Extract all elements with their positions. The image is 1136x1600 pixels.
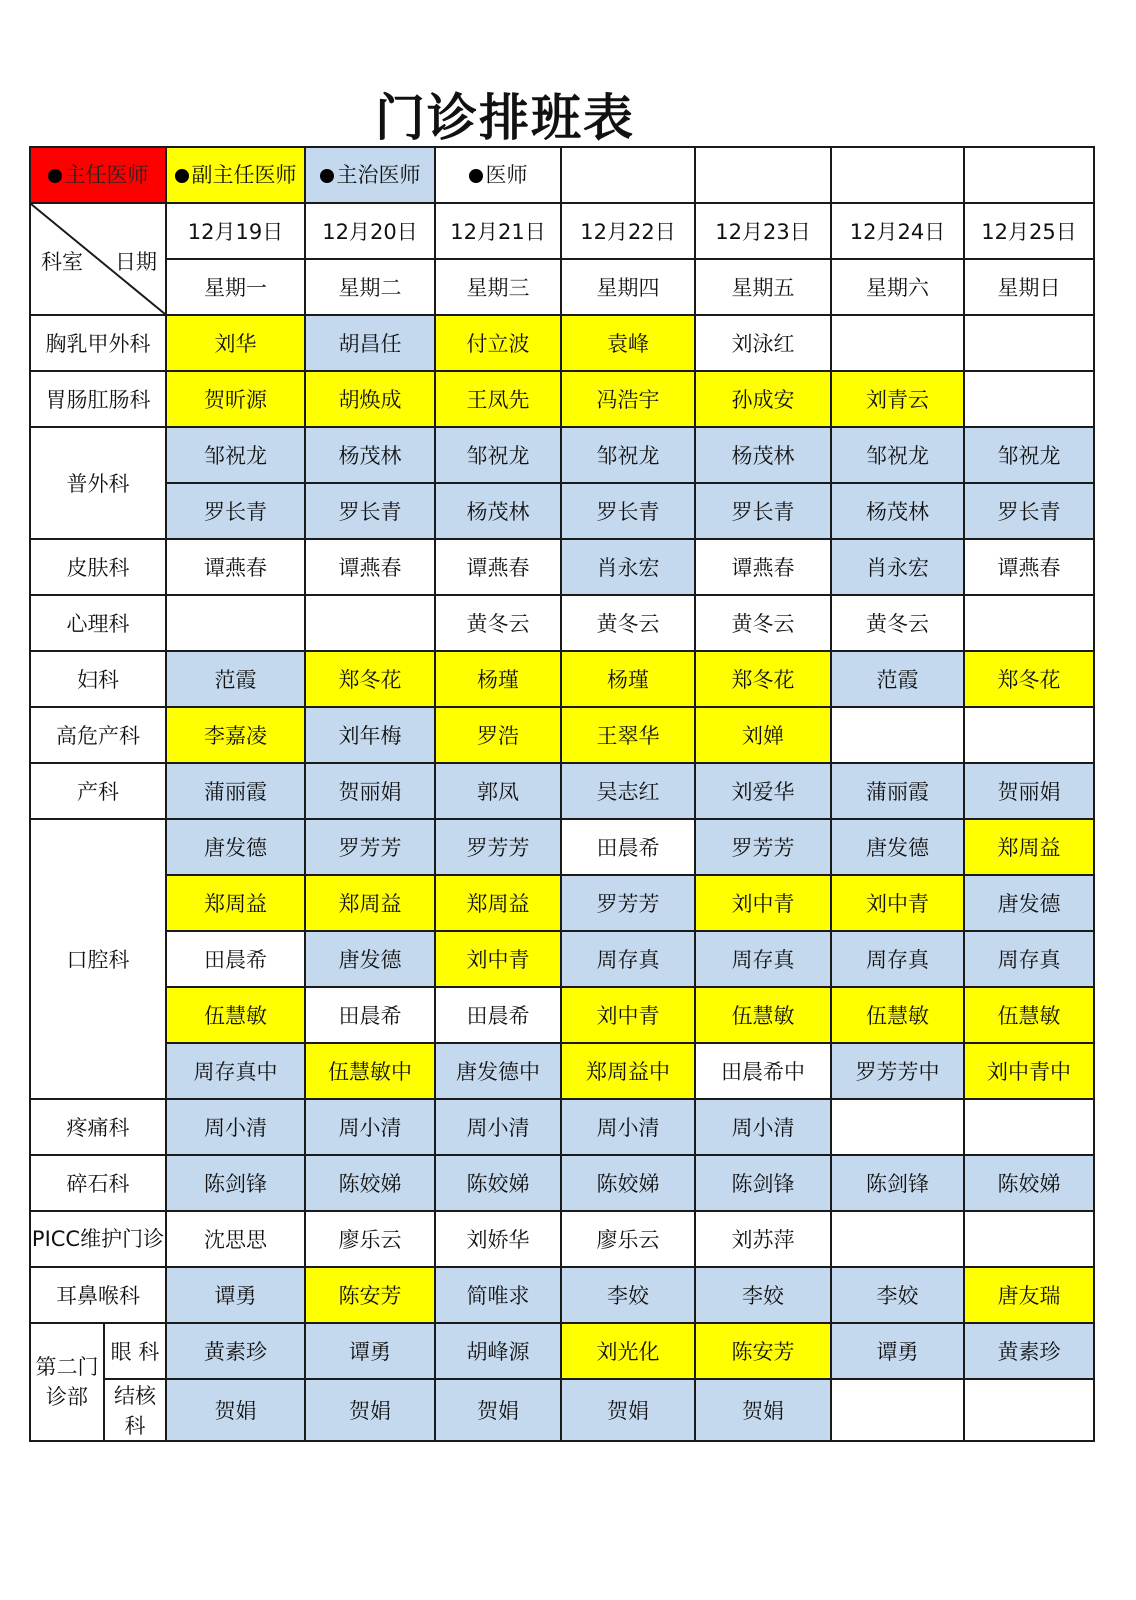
doctor-cell: 刘苏萍 [695, 1211, 831, 1267]
doctor-cell: 蒲丽霞 [831, 763, 964, 819]
table-row [30, 1099, 1094, 1155]
table-row [30, 987, 1094, 1043]
table-row [30, 763, 1094, 819]
dept-cell: 耳鼻喉科 [30, 1267, 166, 1323]
doctor-cell [964, 595, 1094, 651]
weekday-cell: 星期六 [831, 259, 964, 315]
doctor-cell: 罗芳芳中 [831, 1043, 964, 1099]
doctor-cell: 唐发德 [166, 819, 305, 875]
doctor-cell: 刘中青 [561, 987, 695, 1043]
doctor-cell: 肖永宏 [831, 539, 964, 595]
date-cell: 12月22日 [561, 203, 695, 259]
dept-cell: 普外科 [30, 427, 166, 539]
date-cell: 12月20日 [305, 203, 435, 259]
table-row [30, 427, 1094, 483]
doctor-cell: 李嘉凌 [166, 707, 305, 763]
legend-deputy [166, 147, 305, 203]
doctor-cell: 郑周益 [305, 875, 435, 931]
doctor-cell: 刘青云 [831, 371, 964, 427]
table-row [30, 1155, 1094, 1211]
doctor-cell: 田晨希中 [695, 1043, 831, 1099]
doctor-cell: 周小清 [166, 1099, 305, 1155]
weekday-cell: 星期五 [695, 259, 831, 315]
dept-cell: 高危产科 [30, 707, 166, 763]
table-row [30, 875, 1094, 931]
doctor-cell: 周小清 [561, 1099, 695, 1155]
header-corner-cell [30, 203, 166, 315]
doctor-cell: 贺娟 [305, 1379, 435, 1441]
doctor-cell: 谭燕春 [964, 539, 1094, 595]
doctor-cell: 田晨希 [435, 987, 561, 1043]
table-row [30, 539, 1094, 595]
weekday-cell: 星期四 [561, 259, 695, 315]
doctor-cell: 唐友瑞 [964, 1267, 1094, 1323]
date-cell: 12月25日 [964, 203, 1094, 259]
doctor-cell: 王翠华 [561, 707, 695, 763]
doctor-cell: 郑冬花 [305, 651, 435, 707]
doctor-cell: 刘光化 [561, 1323, 695, 1379]
doctor-cell [831, 1099, 964, 1155]
legend-deputy-label: 副主任医师 [191, 163, 297, 187]
weekday-cell: 星期日 [964, 259, 1094, 315]
doctor-cell: 唐发德 [831, 819, 964, 875]
table-row [30, 1267, 1094, 1323]
doctor-cell: 谭燕春 [166, 539, 305, 595]
doctor-cell: 郑周益 [435, 875, 561, 931]
dept-cell: 口腔科 [30, 819, 166, 1099]
doctor-cell: 伍慧敏中 [305, 1043, 435, 1099]
doctor-cell: 陈安芳 [305, 1267, 435, 1323]
doctor-cell: 唐发德中 [435, 1043, 561, 1099]
doctor-cell [831, 315, 964, 371]
doctor-cell: 杨瑾 [435, 651, 561, 707]
doctor-cell: 陈安芳 [695, 1323, 831, 1379]
doctor-cell: 肖永宏 [561, 539, 695, 595]
doctor-cell: 谭燕春 [695, 539, 831, 595]
group-cell: 第二门诊部 [30, 1323, 104, 1441]
table-row [30, 931, 1094, 987]
doctor-cell: 周小清 [305, 1099, 435, 1155]
dept-cell: 眼 科 [104, 1323, 166, 1379]
doctor-cell: 刘泳红 [695, 315, 831, 371]
doctor-cell: 胡峰源 [435, 1323, 561, 1379]
doctor-cell: 沈思思 [166, 1211, 305, 1267]
doctor-cell [964, 1099, 1094, 1155]
doctor-cell: 李姣 [561, 1267, 695, 1323]
date-cell: 12月23日 [695, 203, 831, 259]
doctor-cell: 周小清 [695, 1099, 831, 1155]
dept-cell: 产科 [30, 763, 166, 819]
weekday-cell: 星期三 [435, 259, 561, 315]
legend-empty [561, 147, 695, 203]
doctor-cell: 贺娟 [166, 1379, 305, 1441]
doctor-cell: 田晨希 [166, 931, 305, 987]
doctor-cell: 黄冬云 [561, 595, 695, 651]
doctor-cell: 李姣 [695, 1267, 831, 1323]
weekday-cell: 星期二 [305, 259, 435, 315]
doctor-cell: 刘中青中 [964, 1043, 1094, 1099]
doctor-cell: 李姣 [831, 1267, 964, 1323]
doctor-cell: 郑冬花 [964, 651, 1094, 707]
doctor-cell: 范霞 [166, 651, 305, 707]
date-cell: 12月24日 [831, 203, 964, 259]
table-row [30, 1043, 1094, 1099]
doctor-cell [166, 595, 305, 651]
header-dates-row [30, 203, 1094, 259]
doctor-cell [831, 1211, 964, 1267]
doctor-cell: 杨茂林 [831, 483, 964, 539]
doctor-cell: 杨茂林 [695, 427, 831, 483]
doctor-cell: 贺丽娟 [964, 763, 1094, 819]
doctor-cell: 罗芳芳 [695, 819, 831, 875]
doctor-cell: 谭勇 [166, 1267, 305, 1323]
schedule-table [29, 146, 1095, 1442]
table-row [30, 1323, 1094, 1379]
doctor-cell: 王凤先 [435, 371, 561, 427]
doctor-cell: 田晨希 [561, 819, 695, 875]
table-row [30, 371, 1094, 427]
doctor-cell: 周存真中 [166, 1043, 305, 1099]
doctor-cell: 蒲丽霞 [166, 763, 305, 819]
doctor-cell: 邹祝龙 [435, 427, 561, 483]
legend-empty [695, 147, 831, 203]
doctor-cell: 邹祝龙 [166, 427, 305, 483]
doctor-cell: 黄冬云 [435, 595, 561, 651]
doctor-cell: 胡焕成 [305, 371, 435, 427]
doctor-cell: 周存真 [964, 931, 1094, 987]
doctor-cell: 谭勇 [831, 1323, 964, 1379]
doctor-cell: 郑冬花 [695, 651, 831, 707]
doctor-cell: 贺娟 [561, 1379, 695, 1441]
doctor-cell: 罗浩 [435, 707, 561, 763]
doctor-cell: 谭燕春 [435, 539, 561, 595]
doctor-cell: 罗长青 [964, 483, 1094, 539]
doctor-cell: 伍慧敏 [695, 987, 831, 1043]
doctor-cell: 唐发德 [964, 875, 1094, 931]
doctor-cell: 唐发德 [305, 931, 435, 987]
legend-empty [964, 147, 1094, 203]
doctor-cell [964, 315, 1094, 371]
doctor-cell: 黄冬云 [695, 595, 831, 651]
header-date-label: 日期 [115, 250, 157, 274]
doctor-cell: 黄素珍 [166, 1323, 305, 1379]
doctor-cell: 廖乐云 [561, 1211, 695, 1267]
doctor-cell: 罗长青 [561, 483, 695, 539]
doctor-cell: 邹祝龙 [964, 427, 1094, 483]
doctor-cell: 付立波 [435, 315, 561, 371]
doctor-cell: 刘中青 [435, 931, 561, 987]
legend-empty [831, 147, 964, 203]
bullet-icon [469, 169, 483, 183]
doctor-cell: 罗长青 [305, 483, 435, 539]
table-row [30, 1211, 1094, 1267]
doctor-cell: 贺娟 [695, 1379, 831, 1441]
date-cell: 12月19日 [166, 203, 305, 259]
legend-physician-label: 医师 [485, 163, 528, 187]
weekday-cell: 星期一 [166, 259, 305, 315]
dept-cell: 心理科 [30, 595, 166, 651]
doctor-cell: 刘婵 [695, 707, 831, 763]
doctor-cell: 刘中青 [695, 875, 831, 931]
doctor-cell: 周存真 [561, 931, 695, 987]
page-title: 门诊排班表 [375, 88, 635, 147]
table-row [30, 483, 1094, 539]
doctor-cell: 田晨希 [305, 987, 435, 1043]
doctor-cell: 刘年梅 [305, 707, 435, 763]
bullet-icon [175, 169, 189, 183]
bullet-icon [320, 169, 334, 183]
date-cell: 12月21日 [435, 203, 561, 259]
doctor-cell: 黄冬云 [831, 595, 964, 651]
doctor-cell: 邹祝龙 [561, 427, 695, 483]
doctor-cell: 罗芳芳 [435, 819, 561, 875]
header-weekdays-row [30, 259, 1094, 315]
doctor-cell: 陈剑锋 [166, 1155, 305, 1211]
dept-cell: 疼痛科 [30, 1099, 166, 1155]
bullet-icon [48, 169, 62, 183]
doctor-cell: 邹祝龙 [831, 427, 964, 483]
doctor-cell: 冯浩宇 [561, 371, 695, 427]
doctor-cell: 郑周益中 [561, 1043, 695, 1099]
doctor-cell: 郑周益 [166, 875, 305, 931]
dept-cell: 碎石科 [30, 1155, 166, 1211]
doctor-cell [964, 707, 1094, 763]
doctor-cell [964, 1211, 1094, 1267]
doctor-cell [831, 707, 964, 763]
dept-cell: PICC维护门诊 [30, 1211, 166, 1267]
doctor-cell: 罗芳芳 [561, 875, 695, 931]
doctor-cell: 伍慧敏 [166, 987, 305, 1043]
doctor-cell: 刘娇华 [435, 1211, 561, 1267]
doctor-cell [305, 595, 435, 651]
doctor-cell: 杨茂林 [435, 483, 561, 539]
doctor-cell: 贺丽娟 [305, 763, 435, 819]
dept-cell: 皮肤科 [30, 539, 166, 595]
doctor-cell: 谭勇 [305, 1323, 435, 1379]
doctor-cell [964, 1379, 1094, 1441]
table-row [30, 707, 1094, 763]
dept-cell: 结核科 [104, 1379, 166, 1441]
legend-row [30, 147, 1094, 203]
doctor-cell: 陈姣娣 [964, 1155, 1094, 1211]
dept-cell: 妇科 [30, 651, 166, 707]
doctor-cell: 黄素珍 [964, 1323, 1094, 1379]
table-row [30, 1379, 1094, 1441]
doctor-cell: 伍慧敏 [831, 987, 964, 1043]
doctor-cell: 袁峰 [561, 315, 695, 371]
doctor-cell: 吴志红 [561, 763, 695, 819]
table-row [30, 819, 1094, 875]
doctor-cell: 刘爱华 [695, 763, 831, 819]
doctor-cell: 周小清 [435, 1099, 561, 1155]
doctor-cell: 陈姣娣 [435, 1155, 561, 1211]
doctor-cell: 刘中青 [831, 875, 964, 931]
doctor-cell: 杨瑾 [561, 651, 695, 707]
doctor-cell: 周存真 [695, 931, 831, 987]
doctor-cell: 廖乐云 [305, 1211, 435, 1267]
doctor-cell [964, 371, 1094, 427]
doctor-cell: 陈姣娣 [561, 1155, 695, 1211]
doctor-cell: 范霞 [831, 651, 964, 707]
legend-attending [305, 147, 435, 203]
doctor-cell: 谭燕春 [305, 539, 435, 595]
doctor-cell: 贺昕源 [166, 371, 305, 427]
doctor-cell: 陈姣娣 [305, 1155, 435, 1211]
legend-chief-label: 主任医师 [64, 163, 149, 187]
dept-cell: 胸乳甲外科 [30, 315, 166, 371]
legend-chief [30, 147, 166, 203]
doctor-cell: 罗长青 [695, 483, 831, 539]
doctor-cell: 贺娟 [435, 1379, 561, 1441]
header-dept-label: 科室 [41, 250, 83, 274]
doctor-cell: 刘华 [166, 315, 305, 371]
doctor-cell: 周存真 [831, 931, 964, 987]
doctor-cell: 简唯求 [435, 1267, 561, 1323]
table-row [30, 651, 1094, 707]
doctor-cell: 杨茂林 [305, 427, 435, 483]
doctor-cell: 孙成安 [695, 371, 831, 427]
legend-attending-label: 主治医师 [336, 163, 421, 187]
doctor-cell: 陈剑锋 [695, 1155, 831, 1211]
table-row [30, 315, 1094, 371]
doctor-cell: 伍慧敏 [964, 987, 1094, 1043]
table-row [30, 595, 1094, 651]
doctor-cell: 罗长青 [166, 483, 305, 539]
doctor-cell: 胡昌任 [305, 315, 435, 371]
doctor-cell: 陈剑锋 [831, 1155, 964, 1211]
doctor-cell: 郑周益 [964, 819, 1094, 875]
dept-cell: 胃肠肛肠科 [30, 371, 166, 427]
legend-physician [435, 147, 561, 203]
doctor-cell: 罗芳芳 [305, 819, 435, 875]
doctor-cell [831, 1379, 964, 1441]
doctor-cell: 郭凤 [435, 763, 561, 819]
